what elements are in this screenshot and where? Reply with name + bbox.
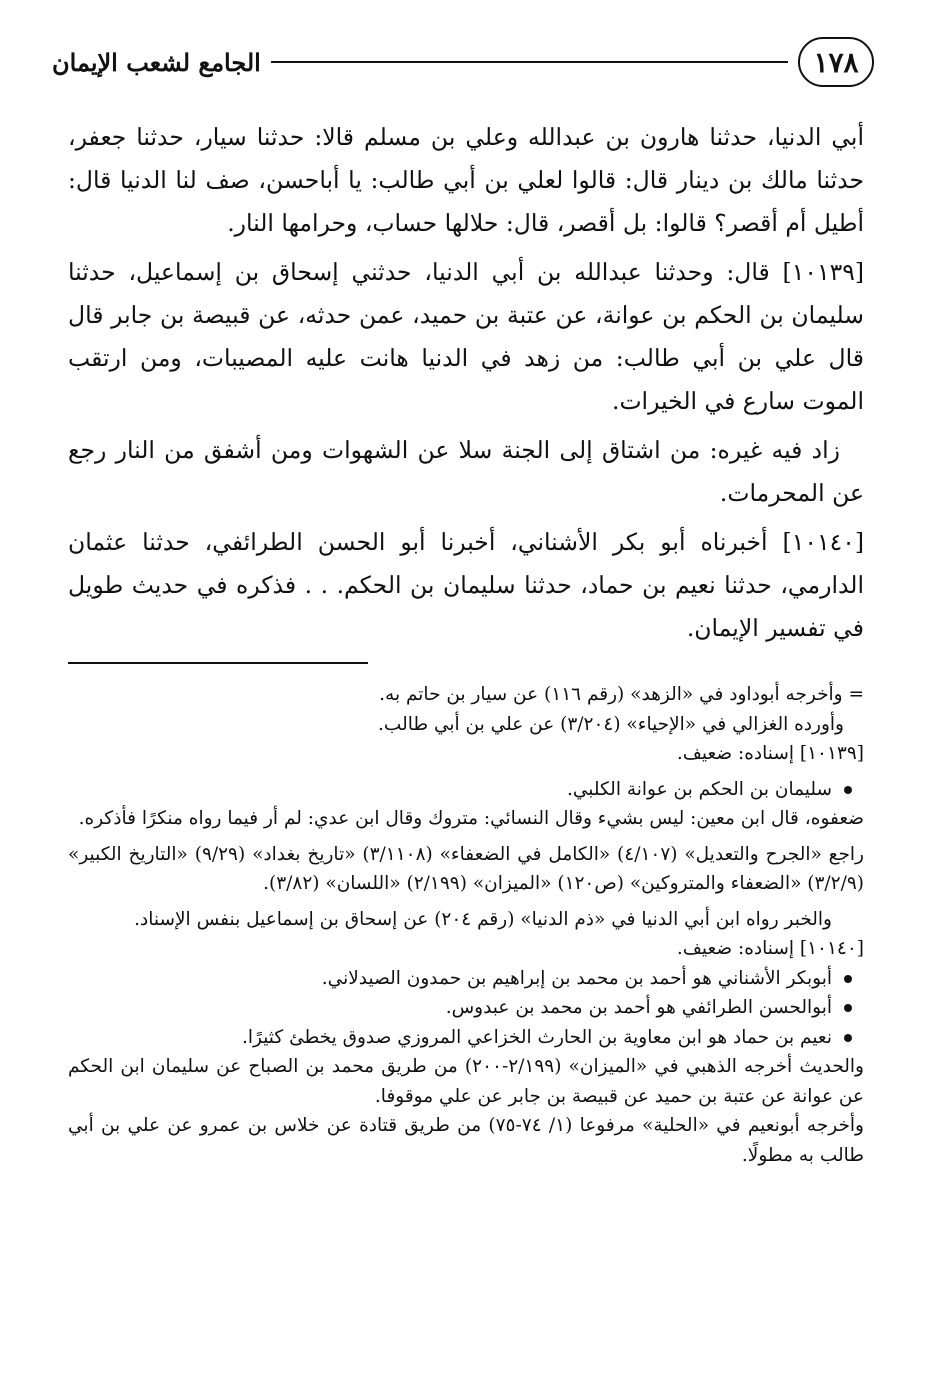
footnote-bullet-text: نعيم بن حماد هو ابن معاوية بن الحارث الخزاعي المروزي صدوق يخطئ كثيرًا. [241,1026,832,1048]
footnote-bullet-text: سليمان بن الحكم بن عوانة الكلبي. [566,778,832,800]
bullet-icon [844,1034,852,1042]
footnote-references: راجع «الجرح والتعديل» (٤/١٠٧) «الكامل في الضعفاء» (٣/١١٠٨) «تاريخ بغداد» (٩/٢٩) «التاريخ الكبير» (٣/٢/٩) «الضعفاء والمتروكين» (ص١٢٠) «الميزان» (٢/١٩٩) «اللسان» (٣/٨٢). [68,843,864,894]
bullet-icon [844,975,852,983]
footnote-line: ضعفوه، قال ابن معين: ليس بشيء وقال النسائي: متروك وقال ابن عدي: لم أر فيما رواه منكرًا فأذكره. [78,808,864,829]
paragraph-continuation: أبي الدنيا، حدثنا هارون بن عبدالله وعلي بن مسلم قالا: حدثنا سيار، حدثنا جعفر، حدثنا مالك بن دينار قال: قالوا لعلي بن أبي طالب: يا أباحسن، صف لنا الدنيا قال: أطيل أم أقصر؟ قالوا: بل أقصر، قال: حلالها حساب، وحرامها النار. [68,123,864,237]
paragraph-hadith-10140: [١٠١٤٠] أخبرناه أبو بكر الأشناني، أخبرنا أبو الحسن الطرائفي، حدثنا عثمان الدارمي، حدثنا نعيم بن حماد، حدثنا سليمان بن الحكم. . . فذكره في حديث طويل في تفسير الإيمان. [68,528,864,642]
footnote-heading-10140: [١٠١٤٠] إسناده: ضعيف. [676,938,864,959]
footnote-bullet [68,993,864,1023]
footnotes [68,680,864,1170]
paragraph-addition: زاد فيه غيره: من اشتاق إلى الجنة سلا عن الشهوات ومن أشفق من النار رجع عن المحرمات. [68,436,864,507]
footnote-heading-10139: [١٠١٣٩] إسناده: ضعيف. [676,743,864,764]
book-title: الجامع لشعب الإيمان [52,47,261,77]
footnote-bullet [68,1023,864,1053]
main-text [68,116,864,650]
bullet-icon [844,786,852,794]
footnote-bullet [68,964,864,994]
footnote-line: والخبر رواه ابن أبي الدنيا في «ذم الدنيا» (رقم ٢٠٤) عن إسحاق بن إسماعيل بنفس الإسناد. [134,908,832,930]
footnote-bullet-text: أبوالحسن الطرائفي هو أحمد بن محمد بن عبدوس. [445,997,832,1018]
header-rule [271,61,788,63]
footnote-bullet-text: أبوبكر الأشناني هو أحمد بن محمد بن إبراهيم بن حمدون الصيدلاني. [321,967,832,989]
footnote-bullet [68,775,864,805]
page-header [52,34,874,90]
footnote-line: وأورده الغزالي في «الإحياء» (٣/٢٠٤) عن علي بن أبي طالب. [378,713,844,735]
footnote-line: = وأخرجه أبوداود في «الزهد» (رقم ١١٦) عن سيار بن حاتم به. [379,684,864,705]
footnote-separator [68,662,368,664]
footnote-line: وأخرجه أبونعيم في «الحلية» مرفوعا (١/ ٧٤-٧٥) من طريق قتادة عن خلاس بن عمرو عن علي بن أبي طالب به مطولًا. [68,1115,864,1166]
bullet-icon [844,1004,852,1012]
page-number: ١٧٨ [798,37,874,87]
footnote-line: والحديث أخرجه الذهبي في «الميزان» (٢/١٩٩-٢٠٠) من طريق محمد بن الصباح عن سليمان ابن الحكم عن عوانة عن عتبة بن حميد عن قبيصة بن جابر عن علي موقوفا. [68,1056,864,1107]
paragraph-hadith-10139: [١٠١٣٩] قال: وحدثنا عبدالله بن أبي الدنيا، حدثني إسحاق بن إسماعيل، حدثنا سليمان بن الحكم بن عوانة، عن عتبة بن حميد، عمن حدثه، عن قبيصة بن جابر قال قال علي بن أبي طالب: من زهد في الدنيا هانت عليه المصيبات، ومن ارتقب الموت سارع في الخيرات. [68,258,864,415]
